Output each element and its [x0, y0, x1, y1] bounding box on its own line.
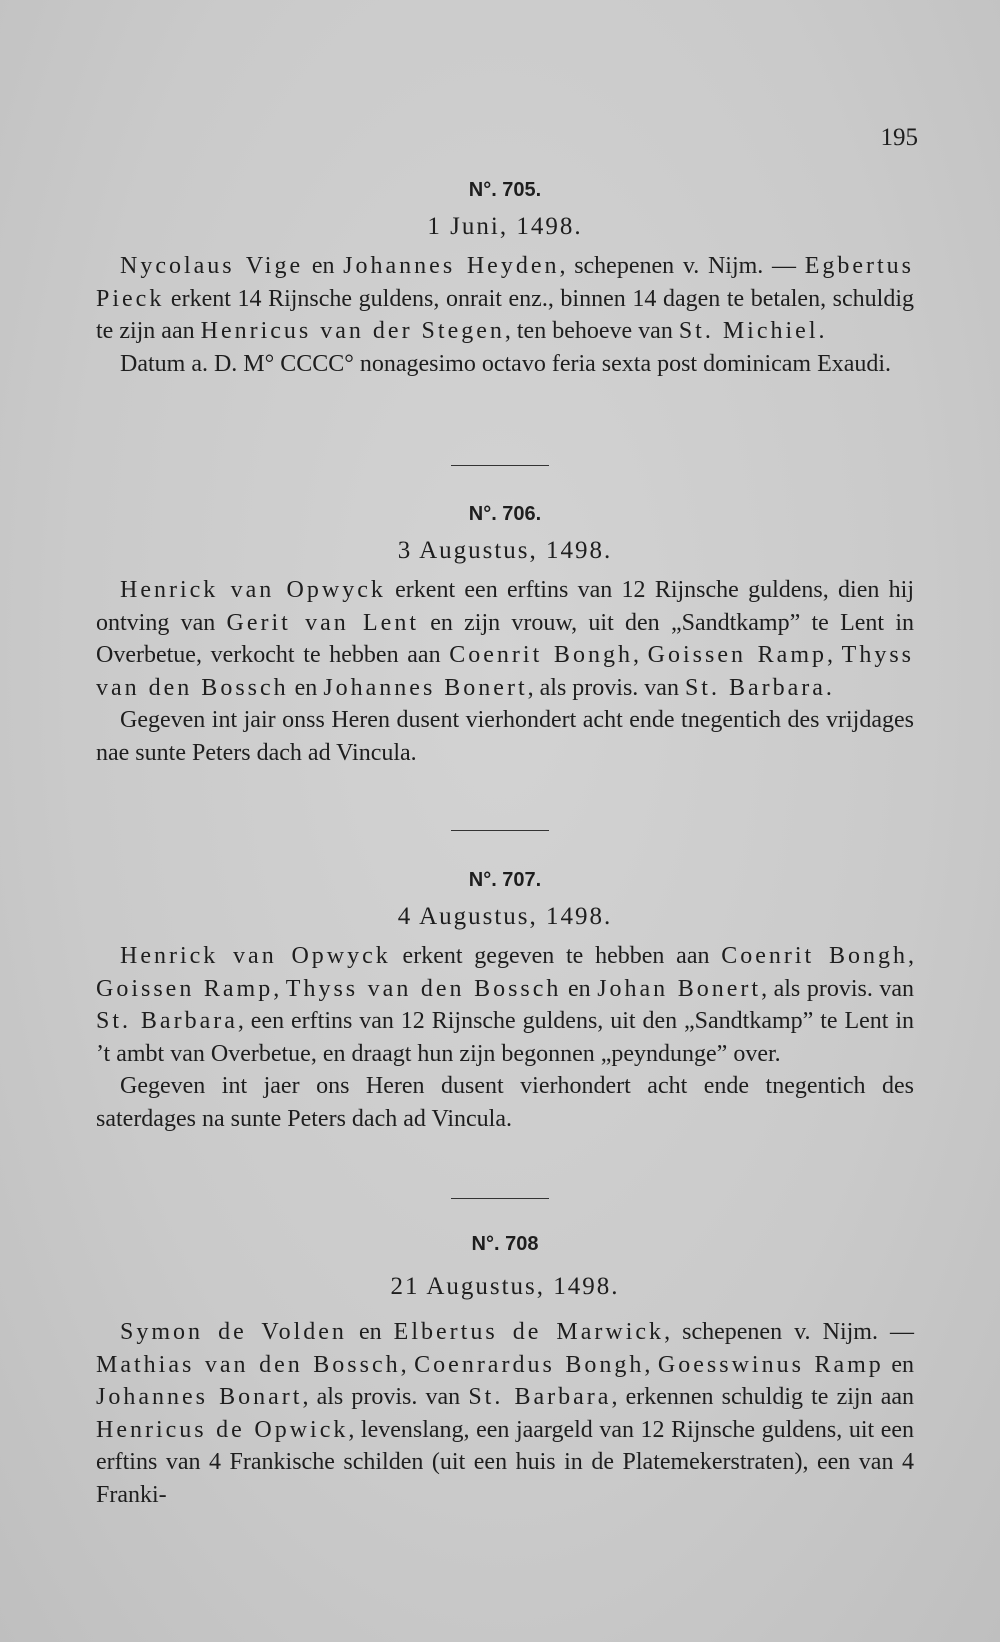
- name-text: Johannes Bonart: [96, 1384, 303, 1410]
- body-text: erkent een erftins van 12 Rijnsche guldens, dien hij ontving van: [96, 577, 915, 636]
- name-text: Johannes Bonert: [323, 674, 528, 701]
- name-text: Mathias van den Bossch: [96, 1351, 401, 1378]
- body-text: , als provis. van: [761, 975, 915, 1002]
- body-text: ,: [644, 1351, 658, 1378]
- name-text: Egbertus Pieck: [96, 253, 915, 312]
- body-text: Gegeven int jaer ons Heren dusent vierhondert acht ende tnegentich des saterdages na sunte Peters dach ad Vincula.: [96, 1073, 914, 1132]
- body-text: .: [818, 318, 825, 344]
- name-text: St. Barbara: [96, 1008, 238, 1034]
- name-text: Gerit van Lent: [226, 609, 419, 636]
- name-text: Coenrardus Bongh: [414, 1351, 645, 1378]
- name-text: Goesswinus Ramp: [657, 1351, 884, 1378]
- entry-paragraph: [96, 250, 914, 348]
- body-text: , een erftins van 12 Rijnsche guldens, uit den „Sandtkamp” te Lent in ’t ambt van Overbetue, en draagt hun zijn begonnen „peyndunge” over.: [96, 1008, 915, 1067]
- body-text: en: [346, 1319, 394, 1345]
- entry-706: [96, 500, 914, 769]
- entry-number: N°. 705.: [468, 179, 542, 201]
- body-text: Gegeven int jair onss Heren dusent vierhondert acht ende tnegentich des vrijdages nae sunte Peters dach ad Vincula.: [96, 707, 914, 766]
- name-text: Henricus van der Stegen: [200, 318, 505, 344]
- body-text: , schepenen v. Nijm. —: [664, 1319, 915, 1345]
- body-text: , levenslang, een jaargeld van 12 Rijnsche guldens, uit een erftins van 4 Frankische schilden (uit een huis in de Platemekerstraten), een van 4 Franki-: [96, 1416, 915, 1508]
- entry-date: 1 Juni, 1498.: [427, 213, 583, 240]
- body-text: ,: [632, 642, 648, 668]
- entry-707: [96, 866, 914, 1135]
- body-text: erkent 14 Rijnsche guldens, onrait enz., binnen 14 dagen te betalen, schuldig te zijn aan: [96, 285, 914, 344]
- entry-number: N°. 708: [471, 1233, 539, 1255]
- entry-date: 3 Augustus, 1498.: [397, 537, 613, 564]
- entry-paragraph: [96, 574, 914, 704]
- body-text: .: [825, 674, 832, 701]
- body-text: , erkennen schuldig te zijn aan: [611, 1384, 915, 1410]
- name-text: St. Barbara: [468, 1384, 612, 1410]
- name-text: Johan Bonert: [597, 975, 762, 1002]
- body-text: en: [303, 253, 344, 279]
- entry-708: [96, 1230, 914, 1511]
- entry-paragraph: [96, 704, 914, 769]
- body-text: , ten behoeve van: [504, 318, 679, 344]
- entry-paragraph: [96, 1070, 914, 1135]
- name-text: Elbertus de Marwick: [393, 1319, 665, 1345]
- name-text: Goissen Ramp: [96, 975, 274, 1002]
- name-text: Henrick van Opwyck: [120, 577, 386, 603]
- name-text: Thyss van den Bossch: [96, 642, 915, 701]
- body-text: ,: [908, 943, 914, 969]
- separator-rule: [451, 465, 549, 466]
- name-text: Henricus de Opwick: [96, 1416, 349, 1443]
- entry-date: 21 Augustus, 1498.: [390, 1273, 620, 1300]
- body-text: en: [883, 1351, 914, 1378]
- name-text: St. Michiel: [678, 318, 819, 344]
- name-text: Thyss van den Bossch: [285, 975, 562, 1002]
- body-text: ,: [273, 975, 286, 1002]
- body-text: en: [561, 975, 598, 1002]
- page-number: 195: [880, 124, 918, 151]
- name-text: Johannes Heyden: [343, 253, 560, 279]
- entry-date: 4 Augustus, 1498.: [397, 903, 613, 930]
- entry-number: N°. 707.: [468, 869, 542, 891]
- body-text: ,: [400, 1351, 415, 1378]
- name-text: Coenrit Bongh: [449, 642, 633, 668]
- name-text: Henrick van Opwyck: [120, 943, 391, 969]
- body-text: en zijn vrouw, uit den „Sandtkamp” te Lent in Overbetue, verkocht te hebben aan: [96, 609, 914, 668]
- body-text: , als provis. van: [302, 1384, 469, 1410]
- body-text: en: [288, 674, 324, 701]
- entry-number: N°. 706.: [468, 503, 542, 525]
- name-text: Nycolaus Vige: [120, 253, 304, 279]
- entry-paragraph: [96, 940, 914, 1070]
- name-text: Goissen Ramp: [647, 642, 827, 668]
- name-text: Coenrit Bongh: [721, 943, 908, 969]
- body-text: ,: [826, 642, 842, 668]
- separator-rule: [451, 830, 549, 831]
- separator-rule: [451, 1198, 549, 1199]
- entry-paragraph: [96, 1316, 914, 1511]
- body-text: Datum a. D. M° CCCC° nonagesimo octavo feria sexta post dominicam Exaudi.: [120, 350, 892, 377]
- entry-paragraph: [96, 348, 914, 381]
- entry-705: [96, 176, 914, 380]
- body-text: , schepenen v. Nijm. —: [559, 253, 805, 279]
- body-text: erkent gegeven te hebben aan: [390, 943, 722, 969]
- body-text: , als provis. van: [527, 674, 685, 701]
- name-text: Symon de Volden: [120, 1319, 347, 1345]
- name-text: St. Barbara: [684, 674, 826, 701]
